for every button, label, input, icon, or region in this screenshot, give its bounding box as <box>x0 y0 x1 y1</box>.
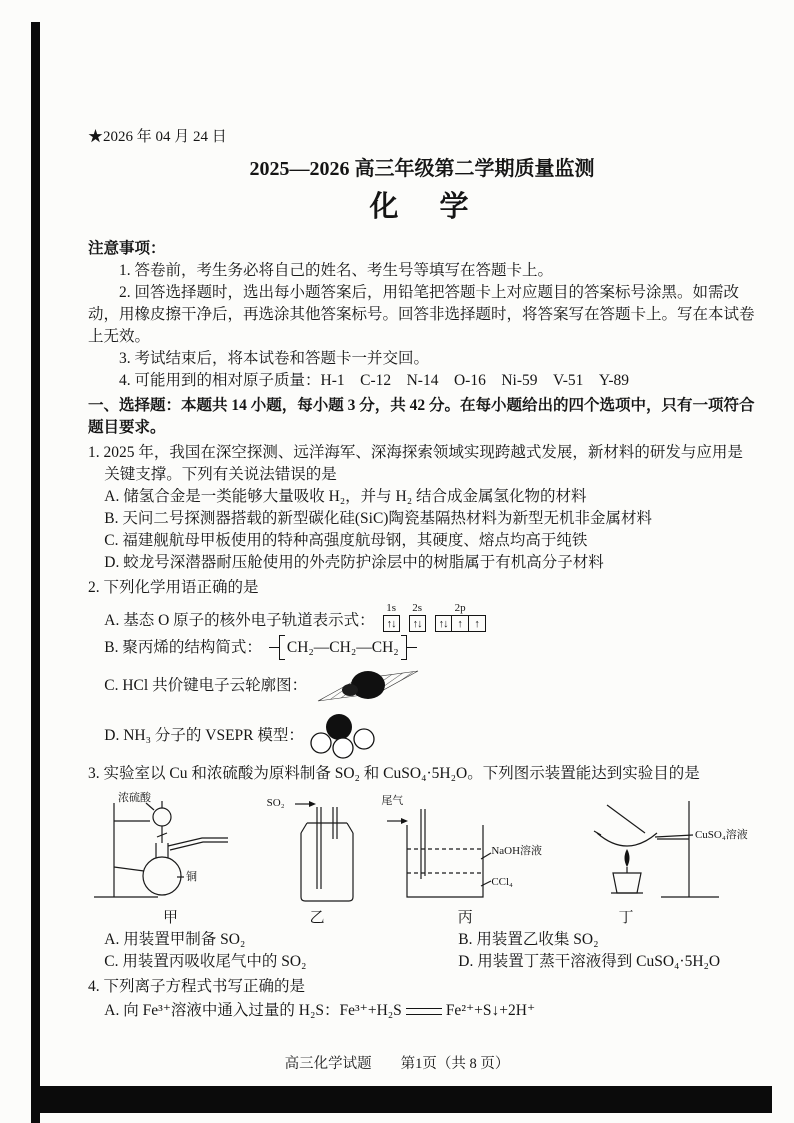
question-1-option-a: A. 储氢合金是一类能够大量吸收 H₂，并与 H₂ 结合成金属氢化物的材料 <box>104 488 587 505</box>
orbital-box: ↑↓ <box>409 615 426 632</box>
notice-heading: 注意事项： <box>88 240 166 257</box>
subject-title: 化 学 <box>369 191 475 223</box>
bond-line <box>407 647 417 648</box>
question-1-option-d: D. 蛟龙号深潜器耐压舱使用的外壳防护涂层中的树脂属于有机高分子材料 <box>104 554 604 571</box>
question-4-stem: 4. 下列离子方程式书写正确的是 <box>88 978 306 995</box>
question-2-option-c <box>104 663 756 709</box>
question-1-stem: 1. 2025 年，我国在深空探测、远洋海军、深海探索领域实现跨越式发展，新材料的研发与应用是关键支撑。下列有关说法错误的是 <box>88 444 743 483</box>
notice-item-4-atomic-masses: 4. 可能用到的相对原子质量：H-1 C-12 N-14 O-16 Ni-59 V-51 Y-89 <box>119 372 630 389</box>
orbital-group-1s <box>383 602 400 632</box>
label-concentrated-sulfuric-acid: 浓硫酸 <box>118 792 151 804</box>
question-4-option-a-label: A. 向 Fe³⁺溶液中通入过量的 H₂S： <box>104 1002 340 1019</box>
double-line-equals <box>406 1008 442 1015</box>
polymer-structure <box>269 635 417 660</box>
orbital-box: ↑ <box>469 615 486 632</box>
orbital-group-2s <box>409 602 426 632</box>
question-4 <box>88 976 756 1022</box>
orbital-box: ↑↓ <box>383 615 400 632</box>
vsepr-model-diagram <box>309 712 385 760</box>
apparatus-yi-drawing <box>265 793 370 907</box>
label-so2-gas: SO₂ <box>266 797 285 809</box>
apparatus-jia <box>88 793 253 927</box>
bond-line <box>269 647 279 648</box>
orbital-label-2s: 2s <box>412 602 423 614</box>
apparatus-jia-caption: 甲 <box>162 910 178 926</box>
electron-cloud-diagram <box>312 663 424 709</box>
equation-lhs: Fe³⁺+H₂S <box>339 1002 402 1019</box>
notice-section <box>88 238 756 392</box>
apparatus-figures <box>88 793 756 927</box>
question-1 <box>88 442 756 574</box>
label-tail-gas: 尾气 <box>381 795 404 807</box>
orbital-diagram <box>383 602 486 632</box>
question-3 <box>88 763 756 973</box>
scan-border-left <box>31 22 40 1123</box>
section-1-heading: 一、选择题：本题共 14 小题，每小题 3 分，共 42 分。在每小题给出的四个选项中，只有一项符合题目要求。 <box>88 397 755 436</box>
question-3-stem: 3. 实验室以 Cu 和浓硫酸为原料制备 SO₂ 和 CuSO₄·5H₂O。下列图示装置能达到实验目的是 <box>88 765 700 782</box>
polymer-repeat-unit: CH₂—CH₂—CH₂ <box>286 638 399 656</box>
question-3-option-c: C. 用装置丙吸收尾气中的 SO₂ <box>104 953 307 970</box>
label-ccl4: CCl₄ <box>491 876 513 888</box>
exam-date: ★2026 年 04 月 24 日 <box>88 129 227 145</box>
apparatus-ding-drawing <box>561 793 756 907</box>
question-2-option-b-label: B. 聚丙烯的结构简式： <box>104 638 262 656</box>
exam-paper <box>88 126 756 1022</box>
question-1-option-b: B. 天问二号探测器搭载的新型碳化硅(SiC)陶瓷基隔热材料为新型无机非金属材料 <box>104 510 652 527</box>
notice-item-3: 3. 考试结束后，将本试卷和答题卡一并交回。 <box>119 350 430 367</box>
orbital-label-1s: 1s <box>386 602 397 614</box>
equation-rhs: Fe²⁺+S↓+2H⁺ <box>445 1002 536 1019</box>
question-3-option-b: B. 用装置乙收集 SO₂ <box>458 931 599 948</box>
orbital-box: ↑ <box>452 615 469 632</box>
apparatus-bing <box>381 793 549 927</box>
apparatus-ding <box>561 793 756 927</box>
apparatus-yi <box>265 793 370 927</box>
apparatus-yi-caption: 乙 <box>309 910 325 926</box>
question-1-option-c: C. 福建舰航母甲板使用的特种高强度航母钢，其硬度、熔点均高于纯铁 <box>104 532 588 549</box>
question-2-option-d-label: D. NH₃ 分子的 VSEPR 模型： <box>104 727 304 744</box>
page-footer: 高三化学试题 第1页（共 8 页） <box>284 1056 510 1072</box>
question-2-option-a-label: A. 基态 O 原子的核外电子轨道表示式： <box>104 612 375 629</box>
orbital-group-2p <box>435 602 486 632</box>
notice-item-1: 1. 答卷前，考生务必将自己的姓名、考生号等填写在答题卡上。 <box>119 262 554 279</box>
question-2-option-c-label: C. HCl 共价键电子云轮廓图： <box>104 677 308 694</box>
question-2 <box>88 577 756 760</box>
question-2-option-a <box>104 602 756 632</box>
question-2-option-d <box>104 712 756 760</box>
scan-border-bottom <box>31 1086 772 1113</box>
label-copper: 铜 <box>186 871 197 883</box>
apparatus-ding-caption: 丁 <box>618 910 634 926</box>
question-3-option-a: A. 用装置甲制备 SO₂ <box>104 931 246 948</box>
label-naoh-solution: NaOH溶液 <box>491 845 543 857</box>
question-3-options <box>88 929 756 973</box>
exam-title: 2025—2026 高三年级第二学期质量监测 <box>249 158 595 180</box>
label-cuso4-solution: CuSO₄溶液 <box>694 829 748 841</box>
orbital-label-2p: 2p <box>454 602 466 614</box>
question-3-option-d: D. 用装置丁蒸干溶液得到 CuSO₄·5H₂O <box>458 953 721 970</box>
apparatus-jia-drawing <box>88 793 253 907</box>
question-2-option-b <box>104 635 756 660</box>
apparatus-bing-caption: 丙 <box>457 910 473 926</box>
orbital-box: ↑↓ <box>435 615 452 632</box>
question-4-option-a <box>104 1000 756 1022</box>
polymer-bracket-left <box>279 635 285 660</box>
question-2-stem: 2. 下列化学用语正确的是 <box>88 579 259 596</box>
notice-item-2: 2. 回答选择题时，选出每小题答案后，用铅笔把答题卡上对应题目的答案标号涂黑。如需改动，用橡皮擦干净后，再选涂其他答案标号。回答非选择题时，将答案写在答题卡上。写在本试卷上无效。 <box>88 284 755 345</box>
